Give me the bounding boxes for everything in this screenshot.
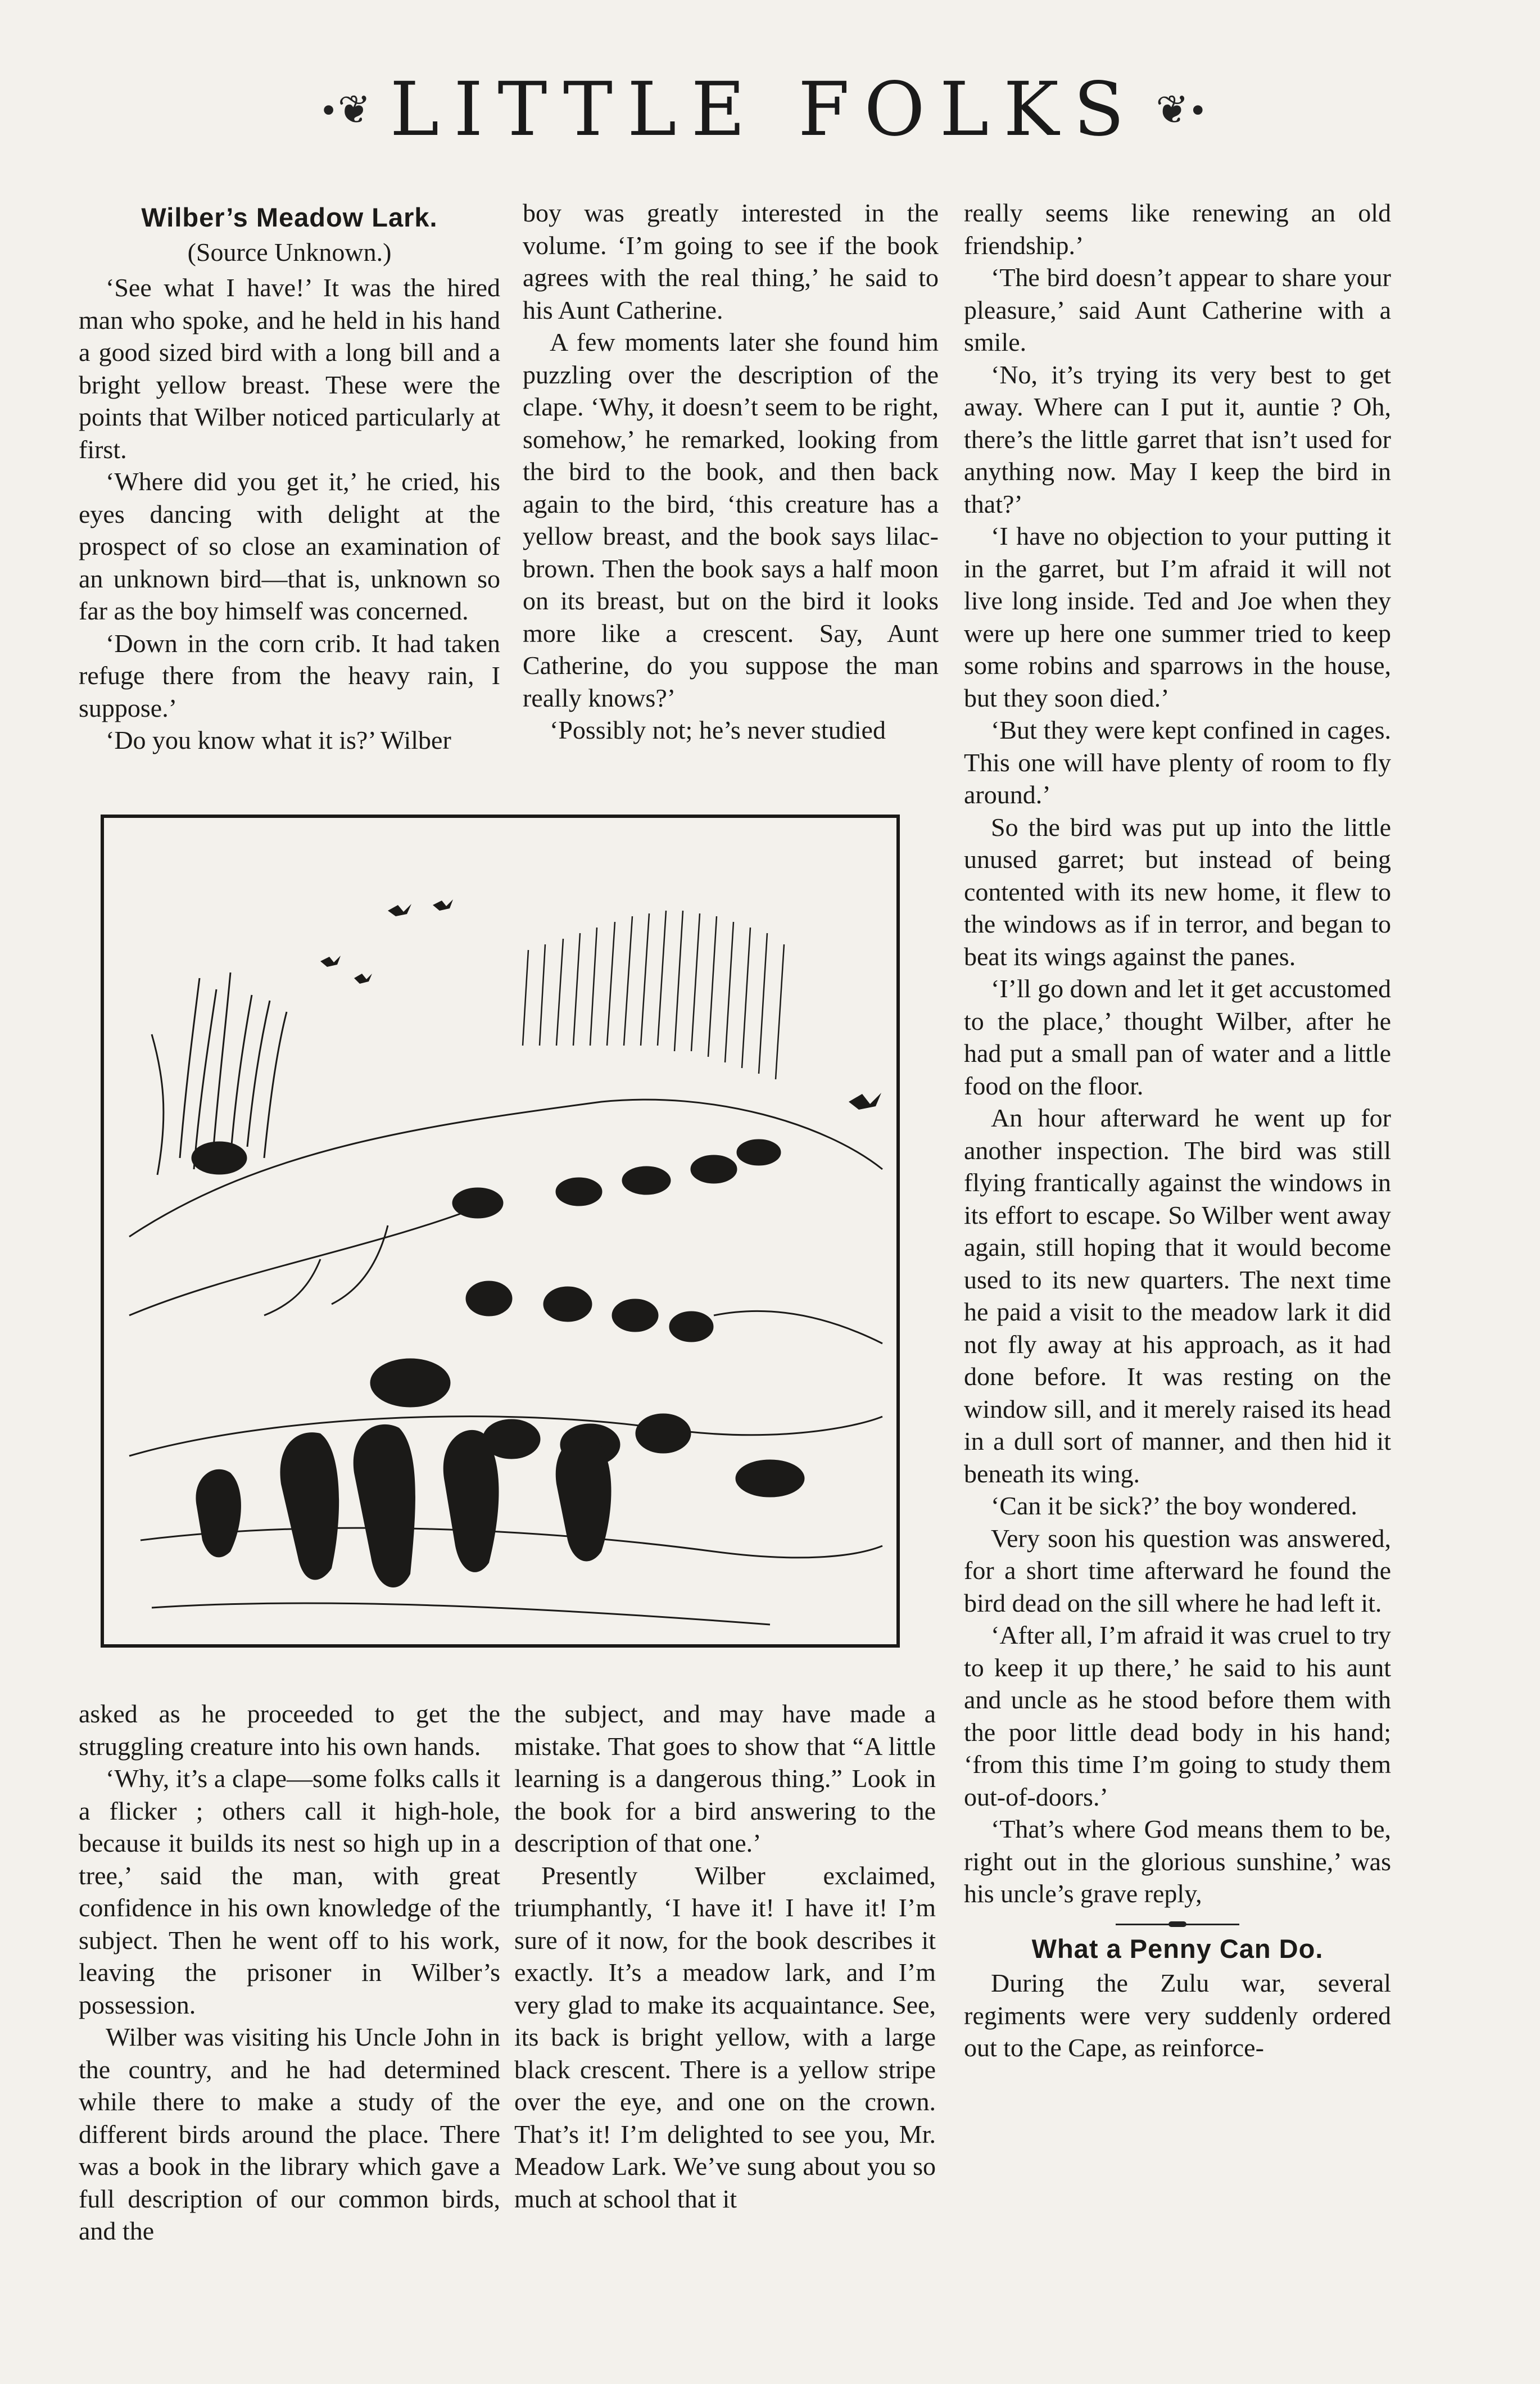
article-title: Wilber’s Meadow Lark. (141, 202, 438, 232)
paragraph: ‘Why, it’s a clape—some folks calls it a flicker ; others call it high-hole, because it builds its nest so high up in a tree,’ said the man, with great confidence in his own knowledge of the subject. Then he went off to his work, leaving the prisoner in Wilber’s possession. (79, 1764, 500, 2019)
column-2-top (523, 197, 939, 747)
paragraph: ‘See what I have!’ It was the hired man who spoke, and he held in his hand a good sized bird with a long bill and a bright yellow breast. These were the points that Wilber noticed particularly at first. (79, 273, 500, 464)
paragraph: ‘Possibly not; he’s never studied (550, 716, 886, 744)
paragraph-continued: really seems like renewing an old friendship.’ (964, 198, 1391, 260)
paragraph: ‘I’ll go down and let it get accustomed to the place,’ thought Wilber, after he had put a small pan of water and a little food on the floor. (964, 974, 1391, 1100)
paragraph: A few moments later she found him puzzling over the description of the clape. ‘Why, it doesn’t seem to be right, somehow,’ he remarked, looking from the bird to the book, and then back again to the bird, ‘this creature has a yellow breast, and the book says lilac-brown. Then the book says a half moon on its breast, but on the bird it looks more like a crescent. Say, Aunt Catherine, do you suppose the man really knows?’ (523, 328, 939, 712)
column-1-top (79, 197, 500, 757)
paragraph: ‘Can it be sick?’ the boy wondered. (991, 1491, 1357, 1520)
paragraph: ‘After all, I’m afraid it was cruel to try to keep it up there,’ he said to his aunt and uncle as he stood before them with the poor little dead body in his hand; ‘from this time I’m going to study them out-of-doors.’ (964, 1621, 1391, 1811)
paragraph: Very soon his question was answered, for a short time afterward he found the bird dead on the sill where he had left it. (964, 1523, 1391, 1617)
masthead (315, 67, 1214, 152)
section-divider (1116, 1921, 1239, 1927)
paragraph-continued: asked as he proceeded to get the struggling creature into his own hands. (79, 1699, 500, 1761)
column-2-bottom (514, 1698, 936, 2215)
paragraph: ‘Do you know what it is?’ Wilber (106, 726, 451, 754)
paragraph: ‘I have no objection to your putting it in the garret, but I’m afraid it will not live long inside. Ted and Joe when they were up here one summer tried to keep some robins and sparrows in the house, but they soon died.’ (964, 522, 1391, 712)
paragraph: ‘That’s where God means them to be, right out in the glorious sunshine,’ was his uncle’s grave reply, (964, 1815, 1391, 1908)
birds-illustration (96, 809, 905, 1653)
column-1-bottom (79, 1698, 500, 2247)
paragraph-continued: the subject, and may have made a mistake. That goes to show that “A little learning is a dangerous thing.” Look in the book for a bird answering to the description of that one.’ (514, 1699, 936, 1857)
paragraph: An hour afterward he went up for another inspection. The bird was still flying frantically against the windows in its effort to escape. So Wilber went away again, still hoping that it would become used to its new quarters. The next time he paid a visit to the meadow lark it did not fly away at his approach, as it had done before. It was resting on the window sill, and it merely raised its head in a dull sort of manner, and then hid it beneath its wing. (964, 1103, 1391, 1488)
paragraph: ‘But they were kept confined in cages. This one will have plenty of room to fly around.’ (964, 716, 1391, 809)
paragraph: Wilber was visiting his Uncle John in the country, and he had determined while there to make a study of the different birds around the place. There was a book in the library which gave a full description of our common birds, and the (79, 2023, 500, 2245)
paragraph: Presently Wilber exclaimed, triumphantly, ‘I have it! I have it! I’m sure of it now, for the book describes it exactly. It’s a meadow lark, and I’m very glad to make its acquaintance. See, its back is bright yellow, with a large black crescent. There is a yellow stripe over the eye, and one on the crown. That’s it! I’m delighted to see you, Mr. Meadow Lark. We’ve sung about you so much at school that it (514, 1861, 936, 2213)
paragraph: ‘The bird doesn’t appear to share your pleasure,’ said Aunt Catherine with a smile. (964, 263, 1391, 356)
article-source: (Source Unknown.) (187, 237, 392, 266)
birds-illustration-drawing (96, 809, 905, 1653)
paragraph: ‘Where did you get it,’ he cried, his eyes dancing with delight at the prospect of so close an examination of an unknown bird—that is, unknown so far as the boy himself was concerned. (79, 467, 500, 625)
column-3 (964, 197, 1391, 2064)
ornament-left-icon: •❦ (321, 88, 373, 132)
masthead-title: LITTLE FOLKS (389, 66, 1139, 153)
paragraph: So the bird was put up into the little unused garret; but instead of being contented with its new home, it flew to the windows as if in terror, and began to beat its wings against the panes. (964, 812, 1391, 971)
paragraph-continued: boy was greatly interested in the volume. ‘I’m going to see if the book agrees with the real thing,’ he said to his Aunt Catherine. (523, 198, 939, 324)
paragraph: ‘No, it’s trying its very best to get away. Where can I put it, auntie ? Oh, there’s the little garret that isn’t used for anything now. May I keep the bird in that?’ (964, 360, 1391, 518)
ornament-right-icon: ❦• (1156, 88, 1207, 132)
paragraph: During the Zulu war, several regiments were very suddenly ordered out to the Cape, as reinforce- (964, 1969, 1391, 2062)
article-title: What a Penny Can Do. (1031, 1933, 1324, 1964)
paragraph: ‘Down in the corn crib. It had taken refuge there from the heavy rain, I suppose.’ (79, 628, 500, 722)
